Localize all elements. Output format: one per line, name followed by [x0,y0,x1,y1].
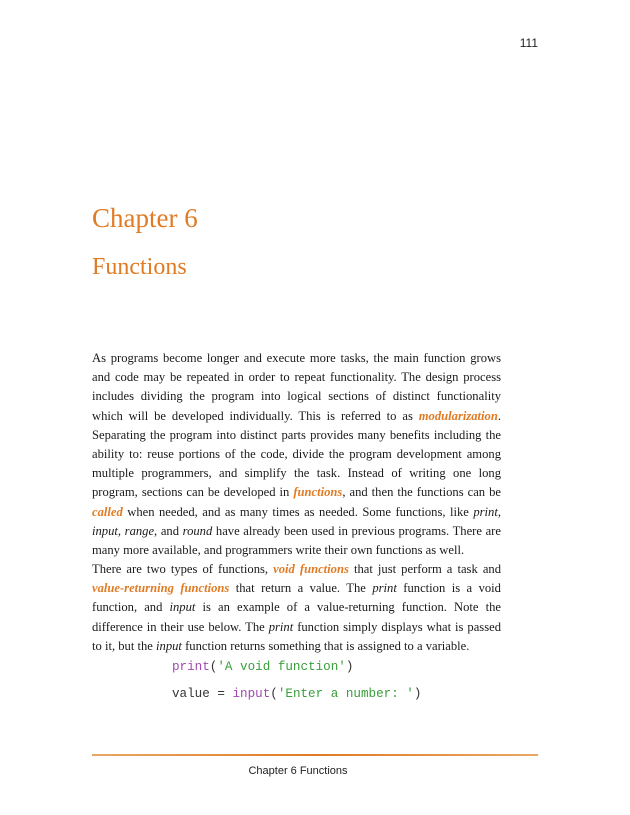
page-number: 111 [519,36,538,50]
text-line [92,598,501,617]
text-span: difference in their use below. The [92,619,265,634]
text-span: Separating the program into distinct parts provides many benefits including the [92,427,501,442]
code-function: print [172,660,210,674]
code-function: input [232,687,271,701]
text-span: that just perform a task and [353,562,502,576]
function-name-range: range, [124,523,158,538]
code-punct: ( [270,687,278,701]
text-span: which will be developed individually. This is referred to as [92,408,413,423]
code-string: 'A void function' [217,660,346,674]
text-line [92,426,501,445]
text-line [92,407,501,426]
text-line [92,618,501,637]
text-line [92,349,501,368]
text-span: function simply displays what is passed [297,619,501,634]
text-span: is an example of a value-returning function. Note the [202,600,501,615]
text-line [92,637,501,656]
term-void-functions: void functions [273,562,349,576]
text-span: multiple programmers, and simplify the task. Instead of writing one long [92,466,501,481]
code-punct: ) [345,660,354,674]
chapter-heading: Chapter 6 [92,203,198,233]
code-variable: value = [172,687,233,701]
footer-text: Chapter 6 Functions [248,765,348,777]
function-name-input: input [169,600,196,615]
text-span: and [160,523,180,538]
text-span: that return a value. The [235,581,366,596]
text-span: when needed, and as many times as needed. Some functions, like [122,504,469,519]
function-name-input: input, [92,523,122,538]
text-span: includes dividing the program into logical sections of distinct functionality [92,389,501,404]
text-line [92,560,501,579]
text-span: ability to: reuse portions of the code, divide the program development among [92,447,501,462]
function-name-print: print [372,581,397,596]
term-functions: functions [293,485,343,500]
chapter-title: Functions [92,254,187,280]
text-span: many more available, and programmers write their own functions as well. [92,543,465,558]
function-name-print: print, [473,504,502,519]
text-line [92,445,501,464]
term-modularization: modularization [418,408,498,423]
text-span: , and then the functions can be [342,485,501,500]
code-line-print [172,657,421,684]
code-line-input [172,684,421,711]
text-span: have already been used in previous programs. There are [215,523,501,538]
function-name-input: input [156,638,182,653]
code-punct: ( [209,660,218,674]
types-paragraph [92,560,501,656]
text-span: function returns something that is assigned to a variable. [185,638,470,653]
code-punct: ) [413,687,422,701]
text-line [92,387,501,406]
function-name-round: round [182,523,213,538]
text-span: and code may be repeated in order to repeat functionality. The design process [92,370,501,385]
term-called: called [92,504,123,519]
code-example [172,657,421,711]
term-value-returning-functions: value-returning functions [92,581,230,596]
text-span: to it, but the [92,638,153,653]
text-span: program, sections can be developed in [92,485,290,500]
function-name-print: print [268,619,294,634]
text-line [92,464,501,483]
text-span: function is a void [403,581,501,596]
text-line [92,503,501,522]
text-line [92,541,501,560]
code-string: 'Enter a number: ' [277,687,414,701]
footer-rule [92,754,538,756]
text-line [92,483,501,502]
text-span: . [497,408,501,423]
text-span: There are two types of functions, [92,562,269,576]
text-line [92,522,501,541]
text-span: function, and [92,600,163,615]
text-span: As programs become longer and execute more tasks, the main function grows [92,351,501,365]
intro-paragraph [92,349,501,560]
text-line [92,579,501,598]
text-line [92,368,501,387]
